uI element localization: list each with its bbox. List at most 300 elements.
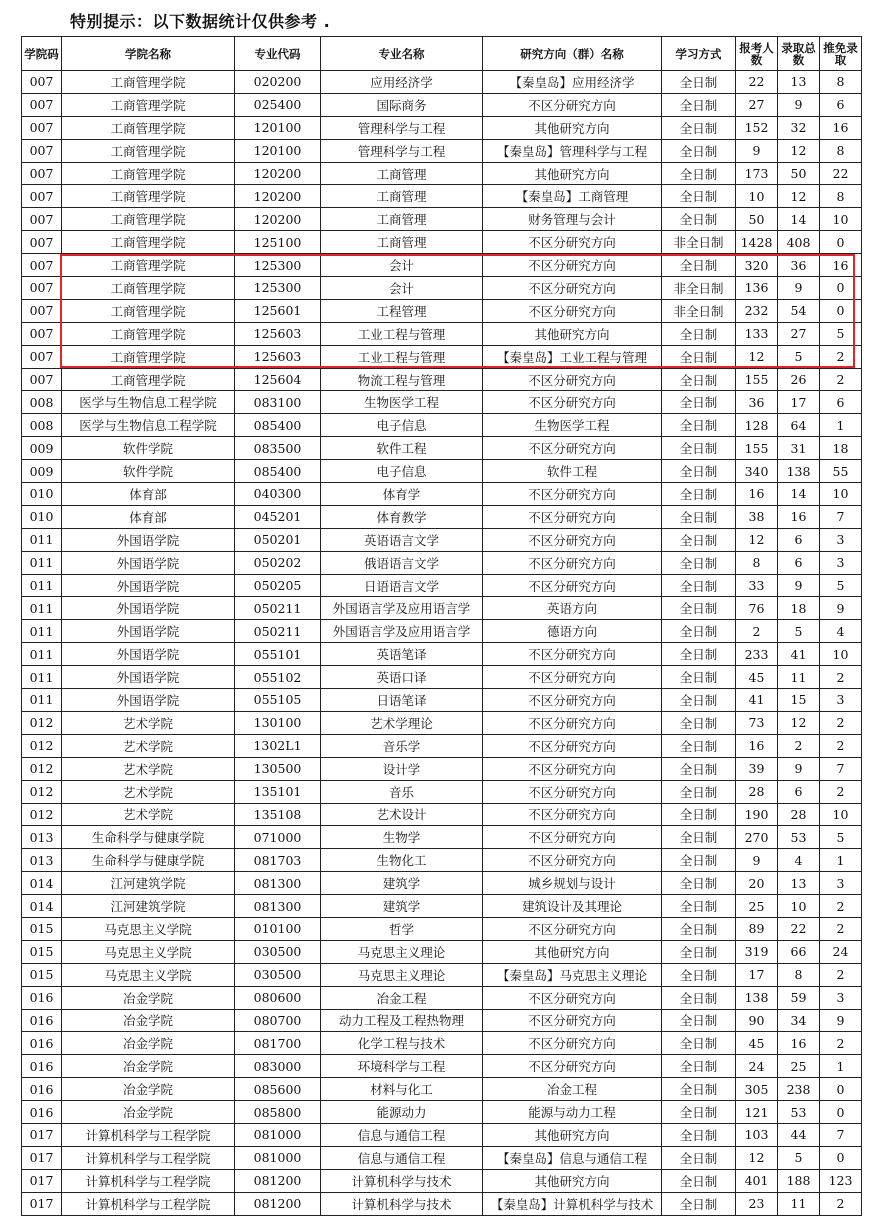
table-row (22, 1146, 862, 1169)
header-research-direction: 研究方向（群）名称 (483, 37, 662, 71)
cell-college-code: 010 (22, 483, 62, 506)
cell-research-direction: 其他研究方向 (483, 116, 662, 139)
cell-applicants: 41 (736, 689, 778, 712)
cell-college-name: 艺术学院 (62, 757, 235, 780)
cell-applicants: 12 (736, 345, 778, 368)
cell-major-name: 国际商务 (321, 93, 483, 116)
table-row (22, 1192, 862, 1215)
cell-college-code: 012 (22, 780, 62, 803)
cell-major-code: 080700 (235, 1009, 321, 1032)
cell-study-mode: 全日制 (662, 620, 736, 643)
cell-research-direction: 【秦皇岛】计算机科学与技术 (483, 1192, 662, 1215)
cell-admitted-total: 6 (778, 780, 820, 803)
cell-major-code: 030500 (235, 963, 321, 986)
cell-admitted-total: 6 (778, 528, 820, 551)
cell-major-name: 信息与通信工程 (321, 1146, 483, 1169)
cell-major-code: 085600 (235, 1078, 321, 1101)
cell-major-code: 120200 (235, 185, 321, 208)
cell-major-code: 083100 (235, 391, 321, 414)
cell-college-name: 冶金学院 (62, 1055, 235, 1078)
highlight-box (60, 254, 855, 368)
cell-major-code: 085400 (235, 414, 321, 437)
cell-major-code: 050211 (235, 597, 321, 620)
cell-college-name: 马克思主义学院 (62, 940, 235, 963)
cell-study-mode: 全日制 (662, 734, 736, 757)
cell-study-mode: 全日制 (662, 1009, 736, 1032)
cell-exempt-admitted: 0 (820, 1078, 862, 1101)
cell-applicants: 39 (736, 757, 778, 780)
table-row (22, 1169, 862, 1192)
cell-applicants: 305 (736, 1078, 778, 1101)
cell-study-mode: 全日制 (662, 414, 736, 437)
cell-college-code: 016 (22, 1032, 62, 1055)
cell-college-code: 011 (22, 528, 62, 551)
cell-study-mode: 全日制 (662, 574, 736, 597)
cell-research-direction: 其他研究方向 (483, 1123, 662, 1146)
cell-college-name: 外国语学院 (62, 643, 235, 666)
table-row (22, 803, 862, 826)
cell-applicants: 136 (736, 277, 778, 300)
cell-major-name: 化学工程与技术 (321, 1032, 483, 1055)
cell-college-name: 生命科学与健康学院 (62, 826, 235, 849)
cell-applicants: 320 (736, 254, 778, 277)
cell-major-code: 125603 (235, 345, 321, 368)
cell-applicants: 103 (736, 1123, 778, 1146)
cell-major-code: 050205 (235, 574, 321, 597)
cell-research-direction: 【秦皇岛】信息与通信工程 (483, 1146, 662, 1169)
cell-study-mode: 全日制 (662, 391, 736, 414)
cell-study-mode: 全日制 (662, 437, 736, 460)
cell-admitted-total: 138 (778, 460, 820, 483)
cell-major-code: 083500 (235, 437, 321, 460)
cell-admitted-total: 16 (778, 505, 820, 528)
cell-exempt-admitted: 3 (820, 986, 862, 1009)
cell-exempt-admitted: 4 (820, 620, 862, 643)
cell-college-name: 医学与生物信息工程学院 (62, 414, 235, 437)
cell-study-mode: 全日制 (662, 757, 736, 780)
cell-major-name: 艺术设计 (321, 803, 483, 826)
cell-major-name: 音乐 (321, 780, 483, 803)
cell-research-direction: 不区分研究方向 (483, 231, 662, 254)
cell-exempt-admitted: 10 (820, 208, 862, 231)
cell-major-name: 英语口译 (321, 666, 483, 689)
cell-admitted-total: 13 (778, 71, 820, 94)
cell-college-name: 外国语学院 (62, 620, 235, 643)
cell-research-direction: 不区分研究方向 (483, 574, 662, 597)
cell-exempt-admitted: 55 (820, 460, 862, 483)
cell-research-direction: 生物医学工程 (483, 414, 662, 437)
cell-study-mode: 全日制 (662, 849, 736, 872)
cell-college-name: 工商管理学院 (62, 116, 235, 139)
cell-applicants: 27 (736, 93, 778, 116)
cell-major-code: 085800 (235, 1101, 321, 1124)
cell-major-code: 120100 (235, 116, 321, 139)
cell-major-code: 125100 (235, 231, 321, 254)
cell-major-code: 081000 (235, 1146, 321, 1169)
cell-study-mode: 全日制 (662, 940, 736, 963)
cell-major-code: 085400 (235, 460, 321, 483)
cell-applicants: 12 (736, 528, 778, 551)
cell-major-code: 050211 (235, 620, 321, 643)
cell-study-mode: 全日制 (662, 1192, 736, 1215)
cell-research-direction: 不区分研究方向 (483, 803, 662, 826)
cell-applicants: 38 (736, 505, 778, 528)
cell-college-name: 冶金学院 (62, 986, 235, 1009)
cell-exempt-admitted: 7 (820, 1123, 862, 1146)
cell-study-mode: 非全日制 (662, 299, 736, 322)
cell-major-name: 会计 (321, 254, 483, 277)
cell-major-name: 会计 (321, 277, 483, 300)
cell-college-name: 外国语学院 (62, 528, 235, 551)
cell-college-name: 工商管理学院 (62, 208, 235, 231)
cell-research-direction: 不区分研究方向 (483, 505, 662, 528)
cell-college-name: 工商管理学院 (62, 345, 235, 368)
cell-applicants: 73 (736, 711, 778, 734)
table-row (22, 116, 862, 139)
cell-major-code: 081300 (235, 872, 321, 895)
cell-admitted-total: 2 (778, 734, 820, 757)
table-row (22, 551, 862, 574)
cell-major-name: 设计学 (321, 757, 483, 780)
cell-college-name: 工商管理学院 (62, 299, 235, 322)
cell-applicants: 1428 (736, 231, 778, 254)
cell-major-code: 081703 (235, 849, 321, 872)
cell-admitted-total: 18 (778, 597, 820, 620)
cell-college-code: 011 (22, 551, 62, 574)
table-row (22, 1055, 862, 1078)
cell-college-code: 015 (22, 963, 62, 986)
cell-major-code: 040300 (235, 483, 321, 506)
cell-major-name: 体育学 (321, 483, 483, 506)
cell-admitted-total: 9 (778, 574, 820, 597)
cell-exempt-admitted: 8 (820, 185, 862, 208)
cell-applicants: 22 (736, 71, 778, 94)
cell-applicants: 17 (736, 963, 778, 986)
cell-applicants: 25 (736, 895, 778, 918)
cell-study-mode: 非全日制 (662, 277, 736, 300)
cell-college-code: 017 (22, 1192, 62, 1215)
cell-college-name: 生命科学与健康学院 (62, 849, 235, 872)
table-row (22, 368, 862, 391)
table-row (22, 917, 862, 940)
cell-admitted-total: 31 (778, 437, 820, 460)
cell-major-code: 055102 (235, 666, 321, 689)
cell-college-name: 工商管理学院 (62, 71, 235, 94)
cell-major-code: 081000 (235, 1123, 321, 1146)
cell-major-name: 日语语言文学 (321, 574, 483, 597)
cell-research-direction: 德语方向 (483, 620, 662, 643)
table-row (22, 139, 862, 162)
header-applicants: 报考人数 (736, 37, 778, 71)
cell-major-code: 125300 (235, 254, 321, 277)
cell-college-code: 017 (22, 1146, 62, 1169)
cell-major-name: 工业工程与管理 (321, 345, 483, 368)
cell-admitted-total: 12 (778, 185, 820, 208)
header-major-code: 专业代码 (235, 37, 321, 71)
cell-college-code: 007 (22, 345, 62, 368)
cell-research-direction: 不区分研究方向 (483, 826, 662, 849)
cell-college-name: 工商管理学院 (62, 322, 235, 345)
cell-exempt-admitted: 3 (820, 551, 862, 574)
cell-study-mode: 全日制 (662, 803, 736, 826)
cell-college-code: 016 (22, 1055, 62, 1078)
cell-study-mode: 全日制 (662, 139, 736, 162)
cell-college-code: 016 (22, 1078, 62, 1101)
cell-college-code: 013 (22, 826, 62, 849)
cell-admitted-total: 13 (778, 872, 820, 895)
cell-study-mode: 全日制 (662, 1146, 736, 1169)
cell-major-code: 080600 (235, 986, 321, 1009)
table-row (22, 574, 862, 597)
cell-admitted-total: 16 (778, 1032, 820, 1055)
cell-major-name: 信息与通信工程 (321, 1123, 483, 1146)
cell-admitted-total: 11 (778, 1192, 820, 1215)
cell-study-mode: 全日制 (662, 711, 736, 734)
cell-study-mode: 全日制 (662, 963, 736, 986)
cell-college-code: 007 (22, 231, 62, 254)
cell-research-direction: 不区分研究方向 (483, 391, 662, 414)
cell-exempt-admitted: 9 (820, 597, 862, 620)
cell-college-name: 马克思主义学院 (62, 963, 235, 986)
cell-college-name: 冶金学院 (62, 1101, 235, 1124)
cell-major-code: 120200 (235, 162, 321, 185)
cell-major-name: 体育教学 (321, 505, 483, 528)
cell-applicants: 28 (736, 780, 778, 803)
cell-admitted-total: 64 (778, 414, 820, 437)
cell-admitted-total: 5 (778, 1146, 820, 1169)
cell-admitted-total: 5 (778, 620, 820, 643)
table-row (22, 711, 862, 734)
cell-study-mode: 全日制 (662, 666, 736, 689)
cell-research-direction: 【秦皇岛】工业工程与管理 (483, 345, 662, 368)
cell-study-mode: 全日制 (662, 93, 736, 116)
cell-study-mode: 全日制 (662, 826, 736, 849)
cell-applicants: 319 (736, 940, 778, 963)
cell-major-code: 125601 (235, 299, 321, 322)
cell-college-code: 012 (22, 734, 62, 757)
cell-study-mode: 全日制 (662, 780, 736, 803)
cell-research-direction: 软件工程 (483, 460, 662, 483)
cell-college-name: 艺术学院 (62, 734, 235, 757)
cell-research-direction: 不区分研究方向 (483, 849, 662, 872)
table-row (22, 849, 862, 872)
cell-college-name: 外国语学院 (62, 597, 235, 620)
cell-admitted-total: 50 (778, 162, 820, 185)
cell-exempt-admitted: 2 (820, 345, 862, 368)
cell-study-mode: 全日制 (662, 1123, 736, 1146)
cell-college-code: 007 (22, 208, 62, 231)
cell-admitted-total: 14 (778, 483, 820, 506)
cell-exempt-admitted: 8 (820, 139, 862, 162)
table-row (22, 1123, 862, 1146)
cell-admitted-total: 9 (778, 93, 820, 116)
cell-major-name: 工商管理 (321, 185, 483, 208)
cell-college-name: 工商管理学院 (62, 254, 235, 277)
cell-research-direction: 不区分研究方向 (483, 368, 662, 391)
cell-college-name: 计算机科学与工程学院 (62, 1146, 235, 1169)
cell-study-mode: 全日制 (662, 528, 736, 551)
header-study-mode: 学习方式 (662, 37, 736, 71)
cell-college-code: 007 (22, 322, 62, 345)
cell-college-name: 软件学院 (62, 437, 235, 460)
cell-exempt-admitted: 10 (820, 803, 862, 826)
cell-major-name: 外国语言学及应用语言学 (321, 597, 483, 620)
cell-exempt-admitted: 2 (820, 368, 862, 391)
table-row (22, 391, 862, 414)
cell-college-name: 软件学院 (62, 460, 235, 483)
cell-admitted-total: 44 (778, 1123, 820, 1146)
cell-college-code: 017 (22, 1169, 62, 1192)
cell-exempt-admitted: 3 (820, 872, 862, 895)
cell-study-mode: 全日制 (662, 872, 736, 895)
table-row (22, 231, 862, 254)
cell-admitted-total: 17 (778, 391, 820, 414)
cell-college-code: 011 (22, 574, 62, 597)
cell-admitted-total: 59 (778, 986, 820, 1009)
cell-college-code: 007 (22, 299, 62, 322)
header-row (22, 37, 862, 71)
cell-research-direction: 英语方向 (483, 597, 662, 620)
cell-exempt-admitted: 0 (820, 1101, 862, 1124)
cell-exempt-admitted: 5 (820, 322, 862, 345)
cell-admitted-total: 10 (778, 895, 820, 918)
cell-college-code: 009 (22, 460, 62, 483)
table-row (22, 986, 862, 1009)
cell-applicants: 16 (736, 734, 778, 757)
cell-exempt-admitted: 2 (820, 963, 862, 986)
cell-applicants: 138 (736, 986, 778, 1009)
cell-college-name: 工商管理学院 (62, 231, 235, 254)
cell-college-code: 007 (22, 139, 62, 162)
cell-applicants: 128 (736, 414, 778, 437)
cell-college-code: 007 (22, 368, 62, 391)
cell-major-code: 083000 (235, 1055, 321, 1078)
cell-major-name: 环境科学与工程 (321, 1055, 483, 1078)
cell-applicants: 401 (736, 1169, 778, 1192)
cell-major-name: 外国语言学及应用语言学 (321, 620, 483, 643)
cell-study-mode: 全日制 (662, 483, 736, 506)
cell-admitted-total: 14 (778, 208, 820, 231)
cell-college-code: 008 (22, 414, 62, 437)
cell-college-code: 007 (22, 162, 62, 185)
cell-major-code: 071000 (235, 826, 321, 849)
cell-major-code: 120100 (235, 139, 321, 162)
table-row (22, 940, 862, 963)
cell-study-mode: 全日制 (662, 208, 736, 231)
cell-college-name: 计算机科学与工程学院 (62, 1123, 235, 1146)
cell-research-direction: 建筑设计及其理论 (483, 895, 662, 918)
cell-major-name: 生物医学工程 (321, 391, 483, 414)
cell-college-name: 外国语学院 (62, 551, 235, 574)
table-row (22, 460, 862, 483)
cell-applicants: 16 (736, 483, 778, 506)
cell-applicants: 152 (736, 116, 778, 139)
cell-major-code: 055101 (235, 643, 321, 666)
cell-college-code: 012 (22, 711, 62, 734)
cell-college-name: 计算机科学与工程学院 (62, 1169, 235, 1192)
cell-college-code: 012 (22, 757, 62, 780)
cell-college-code: 009 (22, 437, 62, 460)
cell-exempt-admitted: 7 (820, 505, 862, 528)
cell-college-code: 007 (22, 277, 62, 300)
cell-study-mode: 全日制 (662, 116, 736, 139)
cell-major-name: 应用经济学 (321, 71, 483, 94)
cell-college-code: 014 (22, 895, 62, 918)
cell-exempt-admitted: 16 (820, 116, 862, 139)
cell-major-name: 电子信息 (321, 460, 483, 483)
cell-applicants: 133 (736, 322, 778, 345)
cell-study-mode: 全日制 (662, 1101, 736, 1124)
cell-exempt-admitted: 7 (820, 757, 862, 780)
cell-college-name: 工商管理学院 (62, 93, 235, 116)
cell-college-code: 011 (22, 666, 62, 689)
cell-research-direction: 不区分研究方向 (483, 483, 662, 506)
cell-admitted-total: 9 (778, 757, 820, 780)
cell-research-direction: 其他研究方向 (483, 162, 662, 185)
cell-college-name: 工商管理学院 (62, 162, 235, 185)
header-admitted-total: 录取总数 (778, 37, 820, 71)
cell-exempt-admitted: 0 (820, 1146, 862, 1169)
cell-major-name: 生物学 (321, 826, 483, 849)
table-row (22, 185, 862, 208)
header-exempt-admitted: 推免录取 (820, 37, 862, 71)
cell-admitted-total: 9 (778, 277, 820, 300)
cell-major-name: 英语笔译 (321, 643, 483, 666)
cell-admitted-total: 22 (778, 917, 820, 940)
cell-admitted-total: 4 (778, 849, 820, 872)
cell-major-name: 工商管理 (321, 162, 483, 185)
cell-major-code: 125603 (235, 322, 321, 345)
cell-exempt-admitted: 2 (820, 1192, 862, 1215)
cell-college-code: 008 (22, 391, 62, 414)
cell-admitted-total: 36 (778, 254, 820, 277)
cell-exempt-admitted: 6 (820, 93, 862, 116)
cell-applicants: 45 (736, 1032, 778, 1055)
cell-research-direction: 其他研究方向 (483, 322, 662, 345)
table-row (22, 780, 862, 803)
cell-major-code: 130500 (235, 757, 321, 780)
cell-major-name: 马克思主义理论 (321, 940, 483, 963)
cell-research-direction: 不区分研究方向 (483, 1055, 662, 1078)
cell-exempt-admitted: 5 (820, 826, 862, 849)
cell-research-direction: 其他研究方向 (483, 940, 662, 963)
header-college-code: 学院码 (22, 37, 62, 71)
cell-research-direction: 不区分研究方向 (483, 254, 662, 277)
cell-research-direction: 【秦皇岛】马克思主义理论 (483, 963, 662, 986)
cell-admitted-total: 41 (778, 643, 820, 666)
cell-study-mode: 全日制 (662, 185, 736, 208)
cell-exempt-admitted: 1 (820, 849, 862, 872)
cell-major-name: 建筑学 (321, 872, 483, 895)
cell-exempt-admitted: 24 (820, 940, 862, 963)
table-row (22, 483, 862, 506)
cell-exempt-admitted: 1 (820, 1055, 862, 1078)
cell-applicants: 173 (736, 162, 778, 185)
cell-study-mode: 全日制 (662, 71, 736, 94)
cell-applicants: 270 (736, 826, 778, 849)
cell-major-name: 物流工程与管理 (321, 368, 483, 391)
cell-study-mode: 全日制 (662, 895, 736, 918)
cell-major-name: 计算机科学与技术 (321, 1192, 483, 1215)
cell-college-name: 外国语学院 (62, 689, 235, 712)
cell-research-direction: 不区分研究方向 (483, 437, 662, 460)
cell-major-name: 俄语语言文学 (321, 551, 483, 574)
cell-college-code: 007 (22, 185, 62, 208)
header-college-name: 学院名称 (62, 37, 235, 71)
cell-college-code: 011 (22, 597, 62, 620)
cell-applicants: 36 (736, 391, 778, 414)
table-row (22, 1032, 862, 1055)
